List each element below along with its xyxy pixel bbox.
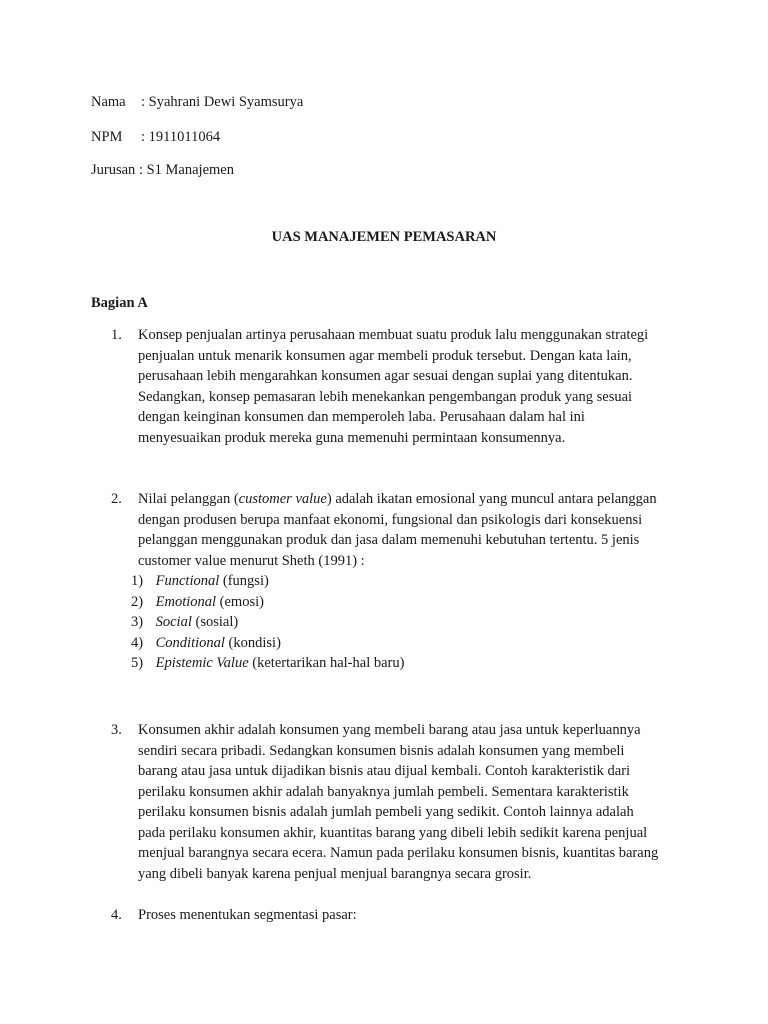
section-heading: Bagian A: [91, 295, 148, 311]
text-line: dengan keinginan konsumen dan memperoleh laba. Perusahaan dalam hal ini: [138, 409, 585, 425]
sub-item: [131, 571, 681, 592]
list-item-3: [111, 720, 681, 884]
sub-desc: (emosi): [216, 593, 264, 610]
sub-desc: (kondisi): [224, 634, 281, 651]
text-line: barang atau jasa untuk dijadikan bisnis atau dijual kembali. Contoh karakteristik dari: [138, 763, 631, 779]
text-line: Proses menentukan segmentasi pasar:: [138, 907, 357, 923]
text-line: customer value menurut Sheth (1991) :: [138, 552, 365, 569]
sub-item: [131, 592, 681, 613]
text-line: sendiri secara pribadi. Sedangkan konsumen bisnis adalah konsumen yang membeli: [138, 742, 625, 759]
sub-item: [131, 633, 681, 654]
nama-row: [91, 92, 303, 112]
text-line: yang dibeli banyak karena penjual menjual barangnya secara grosir.: [138, 865, 532, 882]
nama-value: : Syahrani Dewi Syamsurya: [141, 94, 304, 110]
item-text: [138, 905, 681, 926]
sub-desc: (ketertarikan hal-hal baru): [248, 655, 405, 671]
text-line: Konsep penjualan artinya perusahaan membuat suatu produk lalu menggunakan strategi: [138, 327, 649, 343]
item-number: 4.: [111, 907, 122, 923]
sub-number: 1): [131, 573, 144, 589]
sub-number: 3): [131, 614, 144, 630]
item-text: [138, 325, 681, 448]
intro-term: customer value: [238, 491, 327, 507]
list-item-4: [111, 905, 681, 926]
nama-label: Nama: [91, 94, 126, 110]
npm-label: NPM: [91, 129, 123, 145]
sub-number: 2): [131, 593, 144, 610]
sub-item: [131, 612, 681, 633]
sub-item: [131, 653, 681, 674]
sub-desc: (sosial): [191, 614, 239, 630]
jurusan-row: [91, 160, 234, 180]
sub-number: 4): [131, 634, 144, 651]
sub-list: [131, 571, 681, 674]
list-item-1: [111, 325, 681, 448]
item-text: [138, 489, 681, 571]
npm-row: [91, 127, 220, 147]
sub-term: Social: [155, 614, 192, 630]
text-line: pelanggan menggunakan produk dan jasa dalam memenuhi kebutuhan tertentu. 5 jenis: [138, 532, 640, 548]
text-line: perilaku konsumen bisnis adalah jumlah pembeli yang sedikit. Contoh lainnya adalah: [138, 804, 634, 820]
sub-term: Functional: [155, 573, 220, 589]
item-text: [138, 720, 681, 884]
document-title: UAS MANAJEMEN PEMASARAN: [271, 229, 497, 245]
intro-text: Nilai pelanggan (: [138, 491, 239, 507]
text-line: perilaku konsumen akhir adalah banyaknya jumlah pembeli. Sementara karakteristik: [138, 783, 629, 800]
text-line: Sedangkan, konsep pemasaran lebih menekankan pengembangan produk yang sesuai: [138, 388, 633, 405]
text-line: [138, 489, 681, 510]
jurusan-value: : S1 Manajemen: [138, 162, 234, 178]
text-line: dengan produsen berupa manfaat ekonomi, fungsional dan psikologis dari konsekuensi: [138, 511, 643, 528]
list-item-2: [111, 489, 681, 674]
item-number: 3.: [111, 722, 122, 738]
npm-value: : 1911011064: [141, 129, 221, 145]
text-line: menyesuaikan produk mereka guna memenuhi permintaan konsumennya.: [138, 429, 566, 446]
intro-text: ) adalah ikatan emosional yang muncul antara pelanggan: [326, 491, 657, 507]
jurusan-label: Jurusan: [91, 162, 136, 178]
sub-desc: (fungsi): [219, 573, 269, 589]
text-line: perusahaan lebih mengarahkan konsumen agar sesuai dengan suplai yang ditentukan.: [138, 368, 633, 384]
text-line: Konsumen akhir adalah konsumen yang membeli barang atau jasa untuk keperluannya: [138, 722, 641, 738]
sub-term: Emotional: [155, 593, 217, 610]
sub-number: 5): [131, 655, 144, 671]
text-line: menjual barangnya secara ecera. Namun pada perilaku konsumen bisnis, kuantitas barang: [138, 845, 659, 861]
text-line: pada perilaku konsumen akhir, kuantitas barang yang dibeli lebih sedikit karena penjual: [138, 824, 648, 841]
sub-term: Epistemic Value: [155, 655, 249, 671]
text-line: penjualan untuk menarik konsumen agar membeli produk tersebut. Dengan kata lain,: [138, 347, 632, 364]
item-number: 2.: [111, 491, 122, 507]
sub-term: Conditional: [155, 634, 225, 651]
item-number: 1.: [111, 327, 122, 343]
